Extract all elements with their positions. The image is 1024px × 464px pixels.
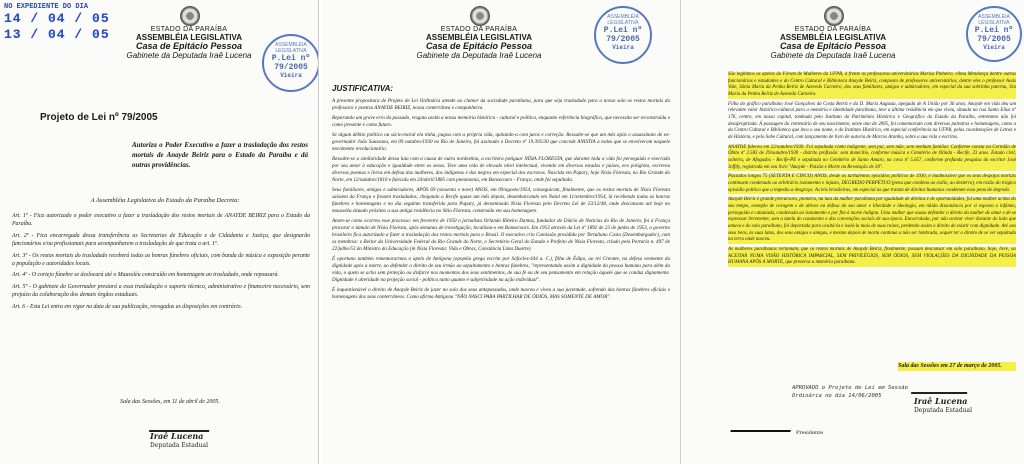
- project-title: Projeto de Lei nº 79/2005: [40, 112, 158, 123]
- justification-continued: [728, 72, 1016, 270]
- justification-paragraph: Anote-se como ocorreu esse processo: em fevereiro de 1950 o jornalista Orlando Ribeiro Dantas, fundador do Diário de Notícias do Rio de Janeiro, foi à França procurar o túmulo de Nísia Floresta, após semanas de investigação, localizou-o em Bonsecours. Em 1953 através da Lei nº 1892 de 23 de junho de 1953, o governo brasileiro fica autorizado a fazer a trasladação dos restos mortais para o Brasil. O executivo cria Comissão presidida por Tertuliano Costa (Desembargador), com os membros: o Reitor da Universidade Federal do Rio Grande do Norte, o Secretário Geral do Estado e Prefeito de Nísia Floresta, criado pela Portaria n. 497 de 22/julho/53 do Ministro da Educação (in Nísia Floresta: Vida e Obras, Constância Lima Duarte).: [332, 218, 670, 253]
- paraiba-crest-icon: [470, 6, 490, 26]
- justification-body: [332, 98, 670, 304]
- letterhead-office: Gabinete da Deputada Iraê Lucena: [416, 51, 542, 61]
- highlighted-paragraph: Passados longos 75 (SETENTA E CINCO) ANOS, desde os turbulentos episódios políticos de 1930, é inadmissível que os seus despojos mortais continuem condenado ao arbitrário isolamento e injusto, DEGREDO PERPÉTUO (pena que condena ao exílio, ao desterro), em razão do trágico episódio político que a impediu a desgraça. As leis brasileiras, em especial as que tratam de direitos humanos condenam essa pena de degredo.: [728, 174, 1016, 193]
- expediente-date-2: 13 / 04 / 05: [4, 27, 116, 43]
- article-3: Art. 3º - Os restos mortais do trasladado receberá todas as honras fúnebres oficiais, com banda de música e exposição perante a população e autoridades locais.: [12, 252, 310, 267]
- justification-paragraph: Ressalte-se a similaridade dessa luta com a causa de outra nordestina, a escritora potiguar NÍSIA FLORESTA, que durante toda a vida foi perseguida e execrada por seu amor à educação e igualdade entre os sexos. Teve uma vida de elevado nível intelectual, vivendo em diversos estados e países, era poliglota, escreveu diversos poemas e livros em defesa das mulheres, dos indígenas e dos negros em especial dos escravos. Nascida em Papary, hoje Nísia Floresta, no Rio Grande do Norte, em 12/outubro/1810 e falecida em 24/abril/1885 com pneumonia, em Bonsecours - França, onde foi sepultada.: [332, 156, 670, 184]
- signer-role: Deputada Estadual: [914, 407, 973, 414]
- signer-name: Iraê Lucena: [150, 431, 204, 441]
- paraiba-crest-icon: [180, 6, 200, 26]
- justification-paragraph: A presente propositura de Projeto de Lei Ordinária atende ao clamor da sociedade paraibana, para que seja trasladado para o nosso solo os restos mortais da professora e poetisa ANAYDE BEIRIZ, nossa conterrânea e companheira.: [332, 98, 670, 112]
- expediente-date-1: 14 / 04 / 05: [4, 11, 116, 27]
- stamp-sig: Vieira: [280, 72, 302, 79]
- session-date: Sala das Sessões, em 11 de abril de 2005.: [120, 399, 220, 405]
- highlighted-paragraph: As mulheres paraibanas reclamam, que os restos mortais de Anayde Beiriz, finalmente, possam descansar em solo paraibano, hoje, livre, ao ACEITAR NUMA VISÃO HISTÓRICA IMPARCIAL, SEM PRIVILÉGIOS, SEM ÓDIOS, SEM VIOLAÇÕES DA DIGNIDADE DA PESSOA HUMANA APÓS A MORTE, que preserva a memória paraibana.: [728, 247, 1016, 266]
- letterhead-house: Casa de Epitácio Pessoa: [135, 41, 243, 52]
- highlighted-paragraph: Anayde Beiriz é grande precursora, pioneira, na luta da mulher paraibana por igualdade de direitos e de oportunidades, foi uma mulher acima do seu tempo, exemplo de coragem e de altivez na defesa do seu amor e liberdade e ideologia, em nítida dissonância por si exposta a infâmia, perseguida e caluniada, condenada ao isolamento e por fim à morte indigna. Uma mulher que ousou defender o direito da mulher de amar e de se expressar livremente, sem a tutela do casamento e das convenções sociais de sua época. Encurralada, por não aceitar viver distante do lado que amava e do solo paraibano, foi deportada para ocultá-la e isolá-la mais de suas raízes, perdendo assim o direito de existir com dignidade. Até aos seus bens, às suas lutas, dos seus amigos e amigas, e mesmo depois de morta continua a não ser lembrada, sequer ter o direito de se ver sepultada na terra onde nasceu.: [728, 197, 1016, 243]
- approval-handwriting: APROVADO o Projeto de Lei em Sessão Ordinária no dia 14/06/2005: [792, 385, 908, 400]
- justification-paragraph: Se algum débito político ou sócio-moral ela tinha, pagou com a própria vida, quitando-a com juros e correção. Ressalte-se que um mês após o assassinato de ex-governador João Suassuna, em 09 outubro/1930 no Rio de Janeiro, foi assinado o Decreto nº 19.395/30 que concede ANISTIA a todos que se envolveram naquele movimento revolucionário.: [332, 132, 670, 153]
- justification-paragraph: Reparando um grave erro do passado, resgata assim a nossa memória histórica - cultural e política, enquanto referência biográfica, que necessita ser reconstruída e como presente e como futuro.: [332, 115, 670, 129]
- assembly-round-stamp: [594, 6, 652, 64]
- stamp-sig: Vieira: [983, 44, 1005, 51]
- document-page-1: [0, 0, 319, 464]
- article-4: Art. 4º - O cortejo fúnebre se deslocará até o Mausoléu construído em homenagem ao trasladado, onde repousará.: [12, 272, 280, 279]
- letterhead-office: Gabinete da Deputada Iraê Lucena: [126, 51, 252, 61]
- expediente-label: NO EXPEDIENTE DO DIA: [4, 3, 89, 11]
- decree-line: A Assembléia Legislativa do Estado da Paraíba Decreta:: [90, 197, 240, 204]
- stamp-text: ASSEMBLÉIA LEGISLATIVA: [978, 14, 1010, 26]
- article-1: Art. 1º - Fica autorizado o poder executivo a fazer a trasladação dos restos mortais de ANAYDE BEIRIZ para o Estado da Paraíba.: [12, 213, 310, 228]
- stamp-sig: Vieira: [612, 44, 634, 51]
- letterhead-assembly: ASSEMBLÉIA LEGISLATIVA: [425, 32, 533, 42]
- justification-paragraph: É inquestionável o direito de Anayde Beiriz de jazer no solo dos seus antepassados, onde nasceu e viveu a sua juventude, sofrendo das honras fúnebres oficiais e homenagens dos seus conterrâneos. Como afirma Antígona "NÃO NASCI PARA PARTILHAR DE ÓDIOS, MAS SOMENTE DE AMOR".: [332, 287, 670, 301]
- justification-paragraph: Seus familiares, amigos e admiradores, APÓS 69 (sessenta e nove) ANOS, em 09/agosto/1954, conseguiram, finalmente, que os restos mortais de Nísia Floresta saíssem da França e fossem trasladados, chegando a Recife quase um mês depois, desembarcando em Natal em 11/setembro/1954, lá recebendo todas as honras fúnebres e homenagens e no dia seguinte transferido para Papary, já denominado Nísia Floresta pelo Decreto Lei de 23/12/48, onde descansam até hoje no mausoléu situado próximo a sua antiga residência no Sítio Floresta, construído em sua homenagem.: [332, 187, 670, 215]
- articles-block: [12, 212, 310, 314]
- project-summary: Autoriza o Poder Executivo a fazer a trasladação dos restos mortais de Anayde Beiriz para o Estado da Paraíba e dá outras providências.: [132, 141, 308, 170]
- letterhead-office: Gabinete da Deputada Iraê Lucena: [770, 51, 896, 61]
- letterhead: [770, 26, 896, 61]
- justification-paragraph: Filha do gráfico paraibano José Gonçalves da Costa Beiriz e da D. Maria Augusta, apegada de A União por 36 anos, Anayde em vida deu um relevante valor histórico-cultural para a memória e identidade paraibana, teve a última residência em que viveu, situada na rua Santo Elias nº 176, centro, em nossa capital, tombada pelo Instituto do Patrimônio Histórico e Geográfico do Estado da Paraíba, entretanto não foi desapropriada. À passagem do centenário de seu nascimento, neste ano de 2005, foi comemorado com diversas palestras e homenagens, como a do Centro Cultural e Biblioteca que leva o seu nome, e do Instituto Histórico, em especial conferência na UFPB, pelas coordenações de Letras e de História, e pelo Sobe Cultural, com lançamento de livro de autoria de Marcos Aranha, sobre a sua vida e escritos.: [728, 101, 1016, 141]
- presidente-signature-icon: [730, 414, 793, 432]
- paraiba-crest-icon: [824, 6, 844, 26]
- highlighted-paragraph: São legítimos os apelos do Fórum de Mulheres da UFPB, à frente as professoras universitárias Marisa Pinheiro, vilma Mendonça dentre outras funcionárias e estudantes e do Centro Cultural e Biblioteca Anayde Beiriz, composto de professores universitários, dentre eles o professor Assis Vale, Sônia Maria da Penha Beiriz de Azevedo Carneiro, dos seus familiares, amigos e admiradores, em especial da sua sobrinha paterna, Sra Maria da Penha Beiriz de Azevedo Carneiro.: [728, 72, 1016, 98]
- letterhead-assembly: ASSEMBLÉIA LEGISLATIVA: [779, 32, 887, 42]
- stamp-handwrite: P.Lei nº 79/2005: [271, 54, 311, 72]
- letterhead: [416, 26, 542, 61]
- letterhead: [126, 26, 252, 61]
- stamp-text: ASSEMBLÉIA LEGISLATIVA: [607, 14, 639, 26]
- stamp-handwrite: P.Lei nº 79/2005: [974, 26, 1014, 44]
- letterhead-state: ESTADO DA PARAÍBA: [150, 26, 228, 33]
- letterhead-house: Casa de Epitácio Pessoa: [425, 41, 533, 52]
- signature-icon: [911, 382, 969, 394]
- justification-paragraph: É oportuno também rememorarmos o apelo de Antígona (epopéia grega escrita por Sófocles-444 a. C.), filha de Édipo, ao rei Creonte, na defesa veemente da dignidade após a morte, ao defender o direito de seu irmão ao sepultamento e honras fúnebres, "representando assim a dignidade da pessoa humana para além da vida, o quem se acha sem proteção ou disfarce nos momentos dos seus sentimentos, de sua fé ou de seu pensamento em relação àquele que se conduz dignamente. Dignidade é alteridade na projeção social - política tanto quanto é subjetividade na ação individual".: [332, 256, 670, 284]
- assembly-round-stamp: [262, 34, 319, 92]
- assembly-round-stamp: [966, 6, 1022, 62]
- expediente-stamp: [4, 3, 116, 55]
- justification-heading: JUSTIFICATIVA:: [332, 84, 394, 93]
- stamp-text: ASSEMBLÉIA LEGISLATIVA: [275, 42, 307, 54]
- presidente-label: Presidente: [796, 430, 824, 436]
- document-page-2: [322, 0, 681, 464]
- article-2: Art. 2º - Fica encarregada dessa transferência as Secretarias de Educação e de Cidadania e Justiça, que designarão funcionários e/ou profissionais para acompanharem a trasladação de que trata o art. 1º.: [12, 232, 310, 248]
- letterhead-house: Casa de Epitácio Pessoa: [779, 41, 887, 52]
- highlighted-paragraph: ANAYDE faleceu em 22/outubro/1930. Foi sepultada como indigente, sem pai, sem mãe, sem nenhum familiar. Conforme consta na Certidão de Óbito nº 2.583 de 29/outubro/1930 - distrito profissão: sem domicílio, conforme música o Cemitério de Olinda - Recife, 23 anos. Estado civil, solteira, de Afogados - Recife-PE e sepultada no Cemitério de Santo Amaro, na cova nº 5.657, conforme profunda pesquisa do escritor José Joffily, registrada em seu livro "Anayde - Paixão e Morte na Revolução de 30".: [728, 144, 1016, 170]
- session-date: Sala das Sessões em 27 de março de 2005.: [898, 362, 1016, 371]
- signer-name: Iraê Lucena: [914, 396, 968, 406]
- article-6: Art. 6 - Esta Lei entra em vigor na data de sua publicação, revogadas as disposições em contrário.: [12, 303, 243, 310]
- stamp-handwrite: P.Lei nº 79/2005: [603, 26, 643, 44]
- document-page-3: [684, 0, 1024, 464]
- letterhead-state: ESTADO DA PARAÍBA: [794, 26, 872, 33]
- letterhead-assembly: ASSEMBLÉIA LEGISLATIVA: [135, 32, 243, 42]
- signer-role: Deputada Estadual: [150, 442, 209, 449]
- article-5: Art. 5º - O gabinete do Governador prestará a essa trasladação o suporte técnico, administrativo e financeiro necessário, sem prejuízo da colaboração dos demais órgãos estaduais.: [12, 283, 310, 299]
- letterhead-state: ESTADO DA PARAÍBA: [440, 26, 518, 33]
